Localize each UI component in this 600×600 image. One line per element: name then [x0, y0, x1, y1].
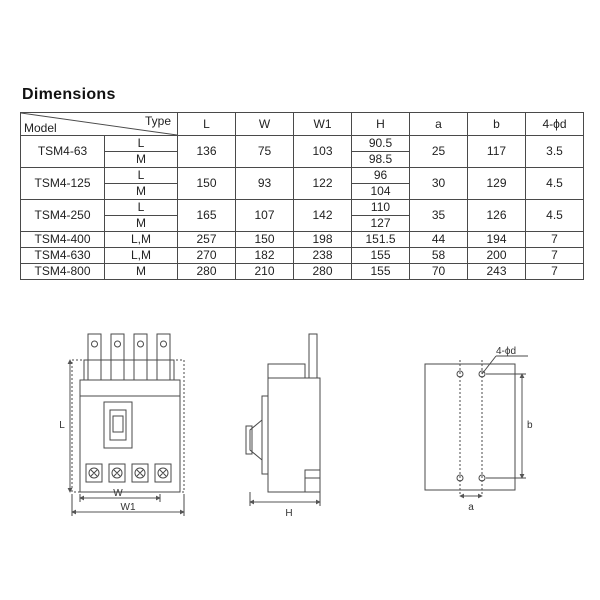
table-row: [21, 248, 584, 264]
value-cell-H: 127: [352, 216, 410, 232]
dimension-label-hole: 4-ϕd: [496, 346, 517, 357]
dimension-label-W: W: [113, 488, 123, 499]
value-cell-a: 58: [410, 248, 468, 264]
type-corner-label: Type: [144, 114, 171, 128]
page-title: Dimensions: [22, 86, 116, 103]
column-header-W: W: [236, 113, 294, 136]
dimension-label-b: b: [527, 420, 533, 431]
value-cell-a: 30: [410, 168, 468, 200]
value-cell-W: 93: [236, 168, 294, 200]
model-cell: TSM4-250: [21, 200, 105, 232]
column-header-W1: W1: [294, 113, 352, 136]
type-cell: L: [105, 136, 178, 152]
dimension-label-L: L: [59, 420, 65, 431]
model-cell: TSM4-630: [21, 248, 105, 264]
column-header-L: L: [178, 113, 236, 136]
column-header-b: b: [468, 113, 526, 136]
value-cell-W: 210: [236, 264, 294, 280]
dimension-label-H: H: [285, 508, 293, 519]
bottom-terminals: [86, 464, 171, 482]
table-row: [21, 200, 584, 216]
value-cell-H: 98.5: [352, 152, 410, 168]
column-header-H: H: [352, 113, 410, 136]
value-cell-H: 155: [352, 264, 410, 280]
top-terminals: [84, 334, 174, 380]
table-row: [21, 232, 584, 248]
model-cell: TSM4-125: [21, 168, 105, 200]
table-row: [21, 168, 584, 184]
column-header-hole: 4-ϕd: [526, 113, 584, 136]
value-cell-W1: 280: [294, 264, 352, 280]
value-cell-L: 165: [178, 200, 236, 232]
value-cell-b: 243: [468, 264, 526, 280]
value-cell-H: 90.5: [352, 136, 410, 152]
side-view-drawing: [246, 334, 320, 506]
value-cell-b: 200: [468, 248, 526, 264]
model-cell: TSM4-400: [21, 232, 105, 248]
model-corner-label: Model: [24, 121, 57, 135]
front-view-drawing: [70, 334, 184, 516]
value-cell-W1: 198: [294, 232, 352, 248]
value-cell-hole: 3.5: [526, 136, 584, 168]
value-cell-W1: 238: [294, 248, 352, 264]
type-cell: L,M: [105, 248, 178, 264]
value-cell-a: 25: [410, 136, 468, 168]
type-cell: M: [105, 264, 178, 280]
value-cell-a: 35: [410, 200, 468, 232]
type-cell: L: [105, 200, 178, 216]
value-cell-W: 182: [236, 248, 294, 264]
dimension-label-a: a: [468, 502, 474, 513]
value-cell-hole: 7: [526, 264, 584, 280]
value-cell-W: 75: [236, 136, 294, 168]
value-cell-L: 257: [178, 232, 236, 248]
type-cell: M: [105, 184, 178, 200]
value-cell-H: 155: [352, 248, 410, 264]
value-cell-b: 126: [468, 200, 526, 232]
handle-window: [104, 402, 132, 448]
value-cell-hole: 7: [526, 248, 584, 264]
value-cell-W: 150: [236, 232, 294, 248]
value-cell-W1: 142: [294, 200, 352, 232]
value-cell-H: 96: [352, 168, 410, 184]
table-header-row: [21, 113, 584, 136]
value-cell-b: 117: [468, 136, 526, 168]
value-cell-b: 194: [468, 232, 526, 248]
column-header-a: a: [410, 113, 468, 136]
value-cell-hole: 7: [526, 232, 584, 248]
type-cell: L,M: [105, 232, 178, 248]
corner-header-cell: [21, 113, 178, 136]
type-cell: M: [105, 216, 178, 232]
value-cell-hole: 4.5: [526, 200, 584, 232]
value-cell-hole: 4.5: [526, 168, 584, 200]
value-cell-a: 70: [410, 264, 468, 280]
value-cell-W: 107: [236, 200, 294, 232]
type-cell: M: [105, 152, 178, 168]
mounting-view-drawing: [425, 356, 528, 496]
value-cell-L: 150: [178, 168, 236, 200]
value-cell-H: 151.5: [352, 232, 410, 248]
value-cell-a: 44: [410, 232, 468, 248]
type-cell: L: [105, 168, 178, 184]
table-row: [21, 136, 584, 152]
dimensions-table: [20, 112, 584, 280]
value-cell-W1: 103: [294, 136, 352, 168]
value-cell-H: 104: [352, 184, 410, 200]
value-cell-H: 110: [352, 200, 410, 216]
dimension-drawings: [0, 320, 600, 530]
dimension-label-W1: W1: [120, 502, 136, 513]
table-row: [21, 264, 584, 280]
model-cell: TSM4-800: [21, 264, 105, 280]
model-cell: TSM4-63: [21, 136, 105, 168]
value-cell-W1: 122: [294, 168, 352, 200]
value-cell-L: 270: [178, 248, 236, 264]
value-cell-b: 129: [468, 168, 526, 200]
value-cell-L: 136: [178, 136, 236, 168]
value-cell-L: 280: [178, 264, 236, 280]
